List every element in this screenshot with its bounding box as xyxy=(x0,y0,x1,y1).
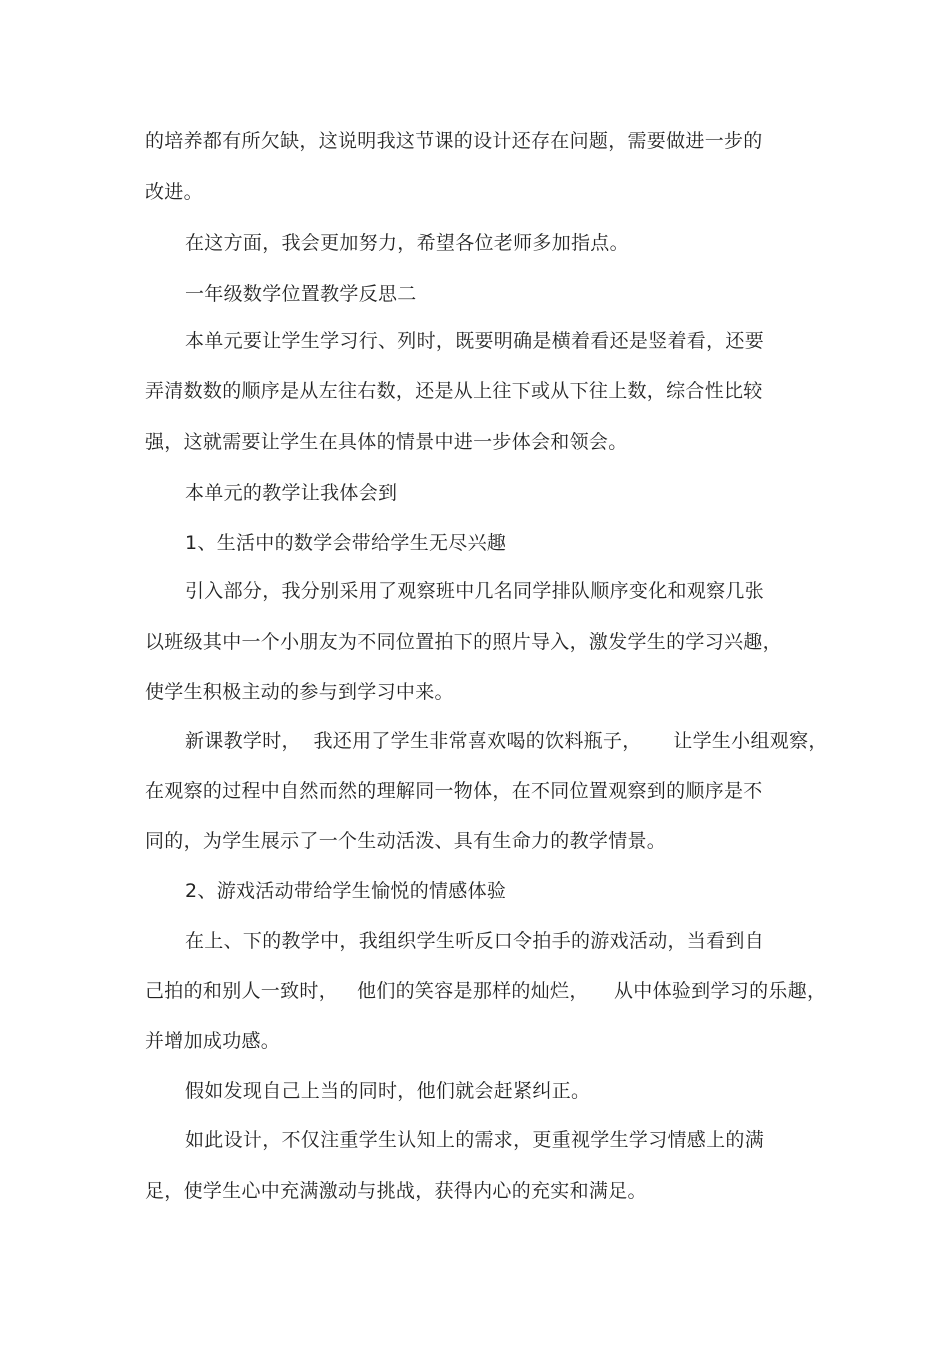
text-line: 引入部分，我分别采用了观察班中几名同学排队顺序变化和观察几张 xyxy=(185,580,765,602)
text-line: 一年级数学位置教学反思二 xyxy=(185,283,417,305)
text-line: 己拍的和别人一致时， 他们的笑容是那样的灿烂， 从中体验到学习的乐趣， xyxy=(145,980,827,1002)
text-line: 使学生积极主动的参与到学习中来。 xyxy=(145,681,454,703)
text-line: 改进。 xyxy=(145,181,203,203)
text-line: 如此设计，不仅注重学生认知上的需求，更重视学生学习情感上的满 xyxy=(185,1129,765,1151)
text-line: 在这方面，我会更加努力，希望各位老师多加指点。 xyxy=(185,232,629,254)
text-line: 的培养都有所欠缺，这说明我这节课的设计还存在问题，需要做进一步的 xyxy=(145,130,763,152)
text-line: 新课教学时， 我还用了学生非常喜欢喝的饮料瓶子， 让学生小组观察， xyxy=(185,730,828,752)
text-line: 在上、下的教学中，我组织学生听反口令拍手的游戏活动，当看到自 xyxy=(185,930,765,952)
text-line: 假如发现自己上当的同时，他们就会赶紧纠正。 xyxy=(185,1080,591,1102)
text-line: 强，这就需要让学生在具体的情景中进一步体会和领会。 xyxy=(145,431,628,453)
text-line: 在观察的过程中自然而然的理解同一物体，在不同位置观察到的顺序是不 xyxy=(145,780,763,802)
text-line: 并增加成功感。 xyxy=(145,1030,281,1052)
text-line: 1、生活中的数学会带给学生无尽兴趣 xyxy=(185,532,507,554)
text-line: 弄清数数的顺序是从左往右数，还是从上往下或从下往上数，综合性比较 xyxy=(145,380,763,402)
text-line: 以班级其中一个小朋友为不同位置拍下的照片导入，激发学生的学习兴趣， xyxy=(145,631,782,653)
text-line: 2、游戏活动带给学生愉悦的情感体验 xyxy=(185,880,507,902)
text-line: 足，使学生心中充满激动与挑战，获得内心的充实和满足。 xyxy=(145,1180,647,1202)
text-line: 本单元要让学生学习行、列时，既要明确是横着看还是竖着看，还要 xyxy=(185,330,765,352)
text-line: 同的，为学生展示了一个生动活泼、具有生命力的教学情景。 xyxy=(145,830,667,852)
text-line: 本单元的教学让我体会到 xyxy=(185,482,398,504)
